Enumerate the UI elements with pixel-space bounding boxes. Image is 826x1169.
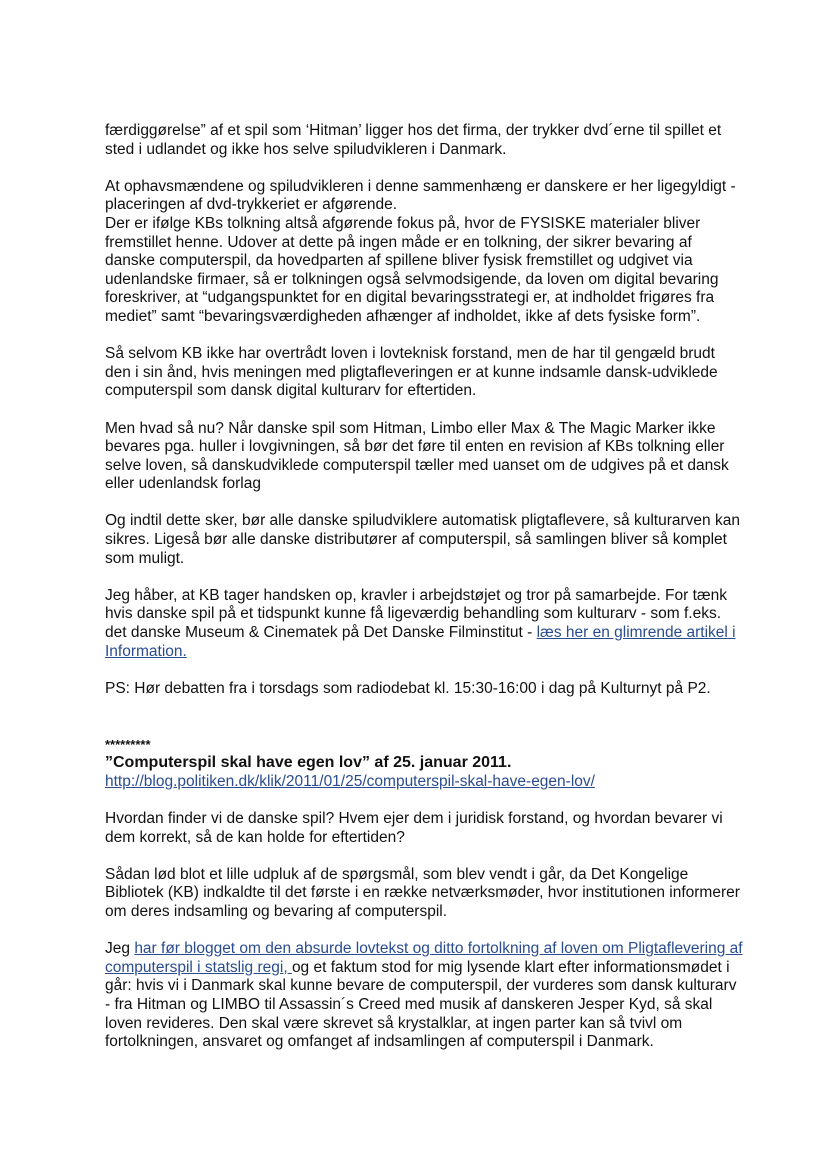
paragraph-5: Og indtil dette sker, bør alle danske spiludviklere automatisk pligtaflevere, så kulturarven kan sikres. Ligeså bør alle danske distributører af computerspil, så samlingen bliver så komplet som muligt.	[105, 512, 740, 567]
spacer	[105, 717, 745, 736]
paragraph-3: Så selvom KB ikke har overtrådt loven i lovteknisk forstand, men de har til gengæld brudt den i sin ånd, hvis meningen med pligtafleveringen er at kunne indsamle dansk-udviklede computerspil som dansk digital kulturarv for eftertiden.	[105, 345, 718, 400]
paragraph-10	[105, 940, 745, 1052]
politiken-url-link[interactable]: http://blog.politiken.dk/klik/2011/01/25/computerspil-skal-have-egen-lov/	[105, 772, 595, 790]
information-article-link[interactable]: læs her en glimrende artikel i Information.	[105, 624, 736, 660]
paragraph-8: Hvordan finder vi de danske spil? Hvem ejer dem i juridisk forstand, og hvordan bevarer vi dem korrekt, så de kan holde for eftertiden?	[105, 809, 723, 846]
paragraph-6	[105, 587, 745, 661]
paragraph-1: færdiggørelse” af et spil som ‘Hitman’ ligger hos det firma, der trykker dvd´erne til spillet et sted i udlandet og ikke hos selve spiludvikleren i Danmark.	[105, 122, 722, 158]
paragraph-2	[105, 178, 745, 327]
paragraph-2a: At ophavsmændene og spiludvikleren i denne sammenhæng er danskere er her ligegyldigt - placeringen af dvd-trykkeriet er afgørende.	[105, 177, 736, 214]
section-heading: ”Computerspil skal have egen lov” af 25. januar 2011.	[105, 754, 512, 772]
document-body	[105, 122, 745, 1070]
paragraph-6-text: Jeg håber, at KB tager handsken op, kravler i arbejdstøjet og tror på samarbejde. For tænk hvis danske spil på et tidspunkt kunne få ligeværdig behandling som kulturarv - som f.eks. det danske Museum & Cinematek på Det Danske Filminstitut -	[105, 586, 728, 642]
paragraph-7: PS: Hør debatten fra i torsdags som radiodebat kl. 15:30-16:00 i dag på Kulturnyt på P2.	[105, 679, 711, 697]
separator: *********	[105, 736, 151, 752]
previous-blog-link[interactable]: har før blogget om den absurde lovtekst og ditto fortolkning af loven om Pligtaflevering af computerspil i statslig regi,	[105, 940, 743, 976]
paragraph-10-text: og et faktum stod for mig lysende klart efter informationsmødet i går: hvis vi i Danmark skal kunne bevare de computerspil, der vurderes som dansk kulturarv - fra Hitman og LIMBO til Assassin´s Creed med musik af danskeren Jesper Kyd, så skal loven revideres. Den skal være skrevet så krystalklar, at ingen parter kan så tvivl om fortolkningen, ansvaret og omfanget af indsamlingen af computerspil i Danmark.	[105, 958, 737, 1051]
paragraph-4: Men hvad så nu? Når danske spil som Hitman, Limbo eller Max & The Magic Marker ikke bevares pga. huller i lovgivningen, så bør det føre til enten en revision af KBs tolkning eller selve loven, så danskudviklede computerspil tæller med uanset om de udgives på et dansk eller udenlandsk forlag	[105, 419, 729, 493]
paragraph-10-pre: Jeg	[105, 940, 135, 958]
paragraph-2b: Der er ifølge KBs tolkning altså afgørende fokus på, hvor de FYSISKE materialer bliver fremstillet henne. Udover at dette på ingen måde er en tolkning, der sikrer bevaring af danske computerspil, da hovedparten af spillene bliver fysisk fremstillet og udgivet via udenlandske firmaer, så er tolkningen også selvmodsigende, da loven om digital bevaring foreskriver, at “udgangspunktet for en digital bevaringsstrategi er, at indholdet frigøres fra mediet” samt “bevaringsværdigheden afhænger af indholdet, ikke af dets fysiske form”.	[105, 214, 719, 325]
paragraph-9: Sådan lød blot et lille udpluk af de spørgsmål, som blev vendt i går, da Det Kongelige Bibliotek (KB) indkaldte til det første i en række netværksmøder, hvor institutionen informerer om deres indsamling og bevaring af computerspil.	[105, 865, 740, 920]
